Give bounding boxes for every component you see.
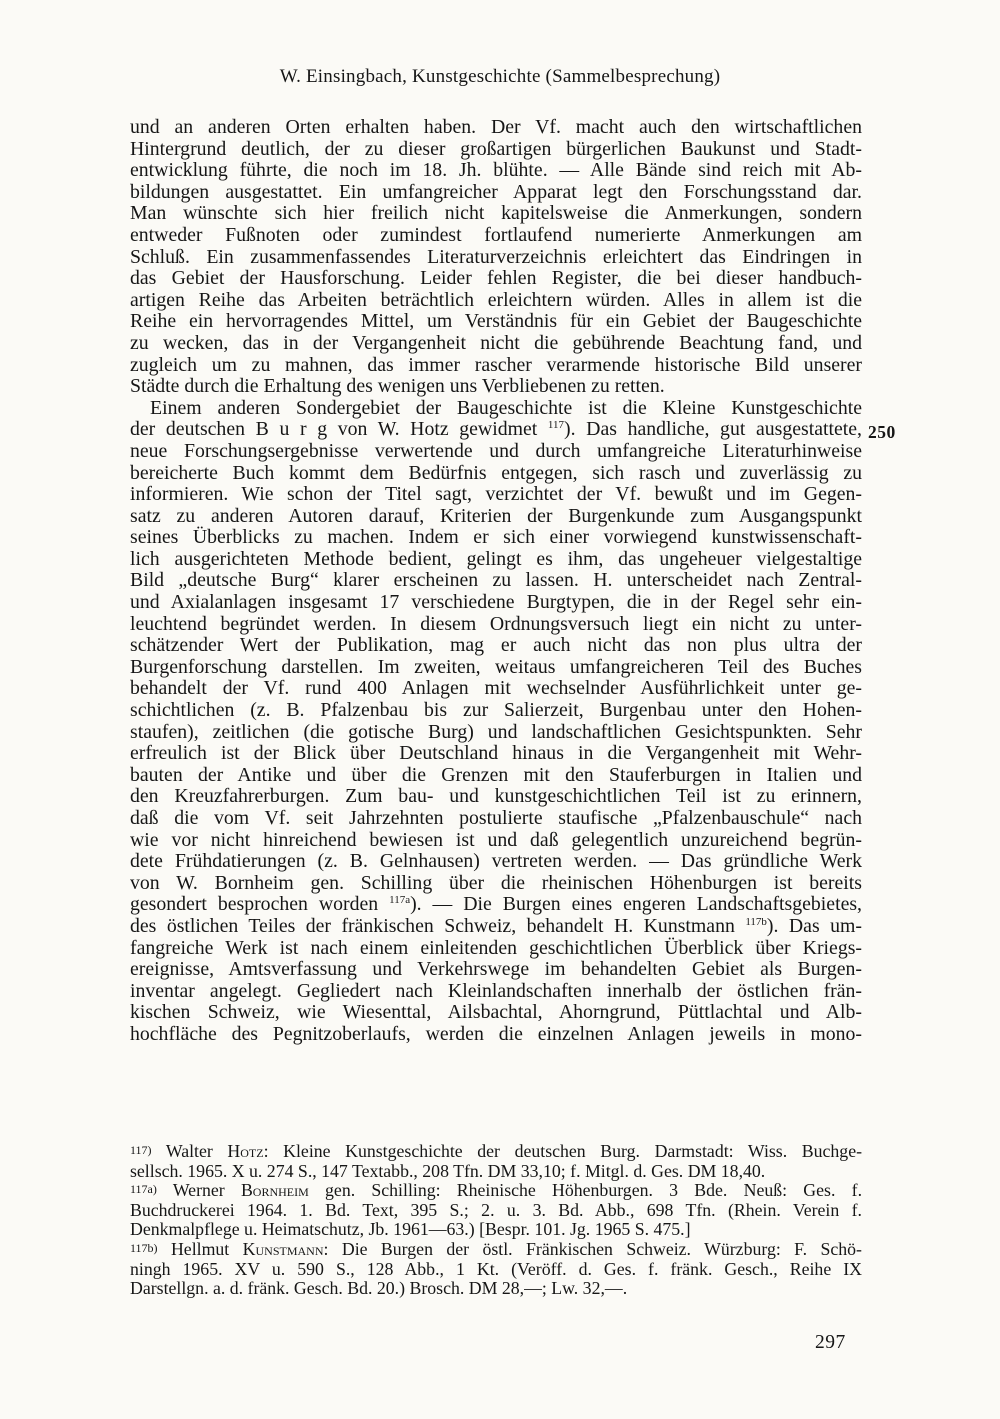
text-line: zugleich um zu mahnen, das immer rascher verarmende historische Bild unserer [130,353,862,376]
margin-number: 250 [868,422,896,442]
text-line [130,894,862,916]
body-text [130,117,862,1046]
text-line: wie vor nicht hinreichend bewiesen ist und daß gelegentlich unzureichend begrün- [130,828,862,851]
text-run: ). Das um- [766,914,862,937]
text-line: satz zu anderen Autoren darauf, Kriterien der Burgenkunde zum Ausgangspunkt [130,504,862,527]
author-first: Werner [172,1180,241,1201]
text-line: Hintergrund deutlich, der zu dieser großartigen bürgerlichen Baukunst und Stadt- [130,137,862,160]
running-head: W. Einsingbach, Kunstgeschichte (Sammelbesprechung) [279,66,721,87]
text-line: inventar angelegt. Gegliedert nach Kleinlandschaften innerhalb der östlichen frän- [130,979,862,1002]
text-line: Man wünschte sich hier freilich nicht kapitelsweise die Anmerkungen, sondern [130,202,862,225]
text-line: behandelt der Vf. rund 400 Anlagen mit wechselnder Ausführlichkeit unter ge- [130,677,862,700]
text-line: Städte durch die Erhaltung des wenigen uns Verbliebenen zu retten. [130,375,665,398]
paragraph-1 [130,117,862,398]
footnote-117 [130,1142,862,1181]
footnote-reference: 117a [389,894,411,907]
text-line: kischen Schweiz, wie Wiesenttal, Ailsbachtal, Ahorngrund, Püttlachtal und Alb- [130,1001,862,1024]
author-last: Bornheim [240,1180,309,1201]
footnote-mark: 117b) [130,1240,158,1255]
text-line: staufen), zeitlichen (die gotische Burg) und landschaftlichen Gesichtspunkten. Sehr [130,720,862,743]
footnote-reference: 117b [745,915,767,928]
text-line [130,916,862,938]
footnote-117b [130,1240,862,1299]
text-line: informieren. Wie schon der Titel sagt, verzichtet der Vf. bewußt und im Gegen- [130,483,862,506]
footnote-line: sellsch. 1965. X u. 274 S., 147 Textabb., 208 Tfn. DM 33,10; f. Mitgl. d. Ges. DM 18,40. [130,1160,766,1181]
footnote-line: Denkmalpflege u. Heimatschutz, Jb. 1961—63.) [Bespr. 101. Jg. 1965 S. 475.] [130,1219,691,1240]
text-line: ereignisse, Amtsverfassung und Verkehrswege im behandelten Gebiet als Burgen- [130,958,862,981]
text-line: dete Frühdatierungen (z. B. Gelnhausen) vertreten werden. — Das gründliche Werk [130,850,862,873]
text-line: entwicklung führte, die noch im 18. Jh. blühte. — Alle Bände sind reich mit Ab- [130,159,862,182]
page-number: 297 [815,1332,846,1353]
author-first: Walter [165,1141,228,1161]
text-line: und Axialanlagen insgesamt 17 verschiedene Burgtypen, die in der Regel sehr ein- [130,591,862,614]
text-line: Burgenforschung darstellen. Im zweiten, weitaus umfangreicheren Teil des Buches [130,655,862,678]
text-line: lich ausgerichteten Methode bedient, gelingt es ihm, das ungeheuer vielgestaltige [130,547,862,570]
text-line: erfreulich ist der Blick über Deutschland hinaus in die Vergangenheit mit Wehr- [130,742,862,765]
text-line: Bild „deutsche Burg“ klarer erscheinen zu lassen. H. unterscheidet nach Zentral- [130,569,862,592]
text-line: und an anderen Orten erhalten haben. Der Vf. macht auch den wirtschaftlichen [130,116,862,138]
author-last: Kunstmann [242,1238,324,1259]
text-line: seines Überblicks zu machen. Indem er sich einer vorwiegend kunstwissenschaft- [130,526,862,549]
footnote-line [130,1240,862,1260]
text-line: daß die vom Vf. seit Jahrzehnten postulierte staufische „Pfalzenbauschule“ nach [130,807,862,829]
text-line: von W. Bornheim gen. Schilling über die rheinischen Höhenburgen ist bereits [130,871,862,894]
text-line: entweder Fußnoten oder zumindest fortlaufend numerierte Anmerkungen am [130,223,862,246]
text-line: Reihe ein hervorragendes Mittel, um Verständnis für ein Gebiet der Baugeschichte [130,310,862,333]
text-line: leuchtend begründet werden. In diesem Ordnungsversuch liegt ein nicht zu unter- [130,612,862,635]
text-run: des östlichen Teiles der fränkischen Schweiz, behandelt H. Kunstmann [130,914,746,937]
text-line: Einem anderen Sondergebiet der Baugeschichte ist die Kleine Kunstgeschichte [150,396,862,419]
text-run: der deutschen B u r g von W. Hotz gewidmet [130,418,548,441]
text-run: : Kleine Kunstgeschichte der deutschen Burg. Darmstadt: Wiss. Buchge- [263,1141,863,1161]
text-run: ). — Die Burgen eines engeren Landschaftsgebietes, [410,893,862,916]
text-line: neue Forschungsergebnisse verwertende und durch umfangreiche Literaturhinweise [130,439,862,462]
footnote-mark: 117) [130,1143,152,1157]
text-line: schichtlichen (z. B. Pfalzenbau bis zur Salierzeit, Burgenbau unter den Hohen- [130,699,862,722]
text-line: artigen Reihe das Arbeiten beträchtlich erleichtern würden. Alles in allem ist die [130,288,862,311]
text-run: gen. Schilling: Rheinische Höhenburgen. 3 Bde. Neuß: Ges. f. [308,1180,863,1201]
text-line [130,419,862,441]
text-run: : Die Burgen der östl. Fränkischen Schweiz. Würzburg: F. Schö- [323,1238,862,1259]
text-line: schätzender Wert der Publikation, mag er auch nicht das non plus ultra der [130,634,862,657]
text-run: gesondert besprochen worden [130,893,390,916]
text-line: hochfläche des Pegnitzoberlaufs, werden die einzelnen Anlagen jeweils in mono- [130,1022,862,1045]
text-line: das Gebiet der Hausforschung. Leider fehlen Register, die bei dieser handbuch- [130,267,862,290]
text-line: zu wecken, das in der Vergangenheit nicht die gebührende Beachtung fand, und [130,331,862,354]
footnotes [130,1142,862,1299]
author-last: Hotz [227,1141,264,1161]
paragraph-2 [130,398,862,1046]
footnote-reference: 117 [547,419,564,432]
text-line: den Kreuzfahrerburgen. Zum bau- und kunstgeschichtlichen Teil ist zu erinnern, [130,785,862,808]
footnote-117a [130,1181,862,1240]
footnote-line [130,1181,862,1201]
text-line: Schluß. Ein zusammenfassendes Literaturverzeichnis erleichtert das Eindringen in [130,245,862,268]
author-first: Hellmut [170,1238,243,1259]
text-run: ). Das handliche, gut ausgestattete, [564,418,862,441]
text-line: bauten der Antike und über die Grenzen mit den Stauferburgen in Italien und [130,763,862,786]
footnote-line: ningh 1965. XV u. 590 S., 128 Abb., 1 Kt. (Veröff. d. Ges. f. fränk. Gesch., Reihe IX [130,1258,862,1279]
text-line: bereicherte Buch kommt dem Bedürfnis entgegen, sich rasch und zuverlässig zu [130,461,862,484]
footnote-line: Buchdruckerei 1964. 1. Bd. Text, 395 S.; 2. u. 3. Bd. Abb., 698 Tfn. (Rhein. Verein f. [130,1199,862,1220]
footnote-line: Darstellgn. a. d. fränk. Gesch. Bd. 20.) Brosch. DM 28,—; Lw. 32,—. [130,1278,628,1299]
footnote-line [130,1142,862,1162]
text-line: bildungen ausgestattet. Ein umfangreicher Apparat legt den Forschungsstand dar. [130,180,862,203]
footnote-mark: 117a) [130,1182,157,1197]
text-line: fangreiche Werk ist nach einem einleitenden geschichtlichen Überblick über Kriegs- [130,936,862,959]
